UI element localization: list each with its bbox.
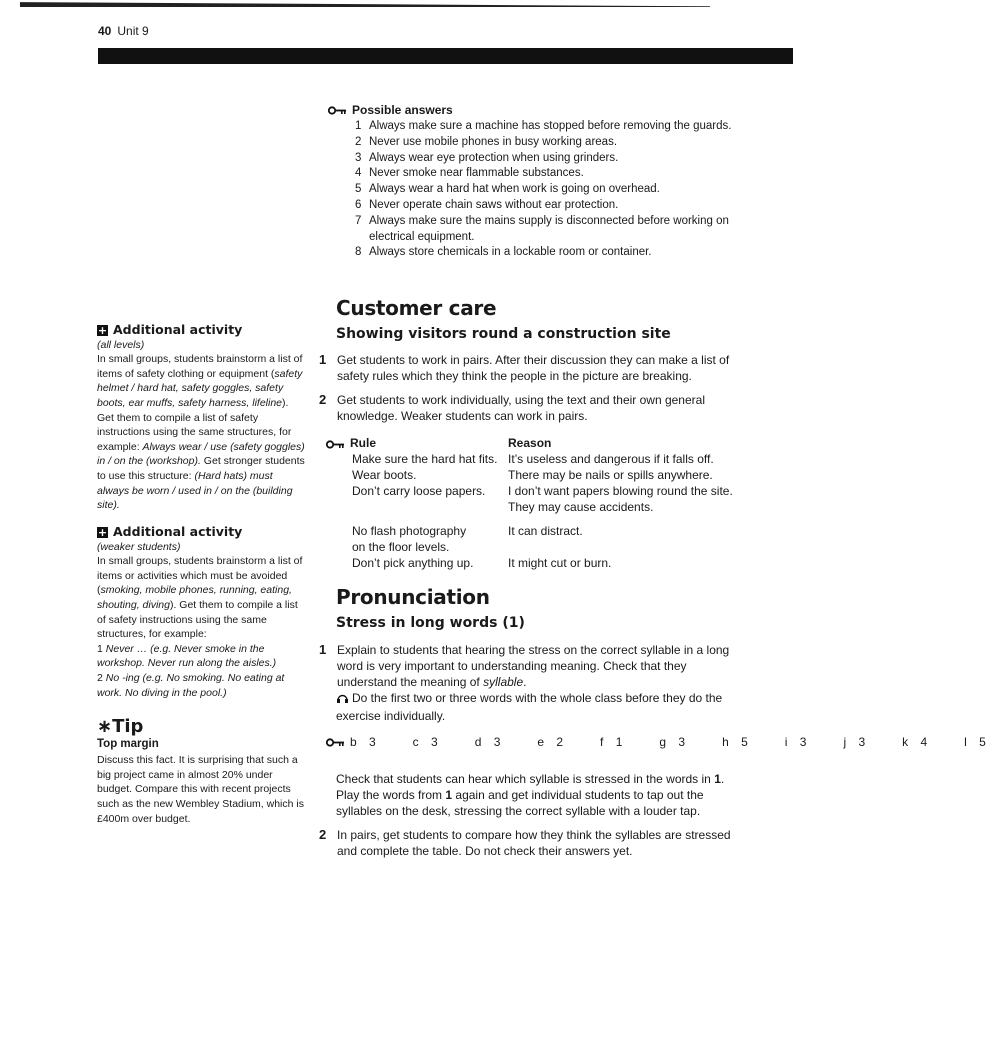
pronunciation-section [336, 585, 746, 631]
unit-label: Unit 9 [117, 24, 149, 38]
pronunciation-title: Pronunciation [336, 585, 490, 609]
plus-icon: + [97, 323, 108, 337]
tip-text: Discuss this fact. It is surprising that such a big project came in almost 20% under budget. Compare this with recent projects such as the new Wembley Stadium, which is £400m over budget. [97, 754, 304, 825]
audio-icon [336, 692, 349, 708]
check-instruction: Check that students can hear which syllable is stressed in the words in 1. Play the words from 1 again and get individual students to tap out the syllables on the desk, stressing the correct syllable with a louder tap. [336, 772, 725, 818]
possible-answers-section [328, 103, 748, 261]
tip-title: ∗Tip [97, 716, 144, 737]
header-bar [98, 48, 793, 64]
top-rule [20, 0, 710, 7]
sidebar-activity-2 [97, 525, 305, 700]
table-row: Wear boots. There may be nails or spills anywhere. [352, 468, 713, 482]
key-icon [326, 440, 344, 448]
answer-key: b 3 c 3 d 3 e 2 f 1 g 3 h 5 i 3 j 3 k 4 l 5 [350, 735, 986, 749]
activity-level: (all levels) [97, 338, 145, 351]
activity-text: In small groups, students brainstorm a list of items or activities which must be avoided (smoking, mobile phones, running, eating, shouting, diving). Get them to compile a list of safety instructions using the same structures, for example: [97, 555, 303, 641]
plus-icon: + [97, 525, 108, 539]
table-row: Don’t carry loose papers. I don’t want papers blowing round the site. They may cause accidents. [352, 484, 733, 514]
sidebar-tip [97, 716, 305, 826]
activity-title: Additional activity [113, 524, 243, 539]
key-icon [326, 738, 344, 746]
pronunciation-step-1: 1 Explain to students that hearing the stress on the correct syllable in a long word is very important to understanding meaning. Check that they understand the meaning of syllable. [319, 642, 730, 689]
page-header [98, 24, 149, 38]
list-item: 8 Always store chemicals in a lockable room or container. [355, 246, 652, 259]
list-item: 3 Always wear eye protection when using grinders. [355, 151, 619, 164]
customer-care-subtitle: Showing visitors round a construction site [336, 326, 671, 342]
list-item: 6 Never operate chain saws without ear protection. [355, 198, 619, 211]
activity-text: In small groups, students brainstorm a list of items of safety clothing or equipment (safety helmet / hard hat, safety goggles, safety boots, ear muffs, safety harness, lifeline). Get them to compile a list of safety instructions using the same structures, for example: Always wear / use (safety goggles) in / on the (workshop). Get stronger students to use this structure: (Hard hats) must always be worn / used in / on the (building site). [97, 353, 305, 512]
rule-reason-table [326, 435, 746, 571]
customer-care-step-1: 1 Get students to work in pairs. After their discussion they can make a list of safety rules which they think the people in the picture are breaking. [319, 352, 730, 383]
customer-care-step-2: 2 Get students to work individually, using the text and their own general knowledge. Weaker students can work in pairs. [319, 392, 705, 423]
list-item: 1 Always make sure a machine has stopped before removing the guards. [355, 120, 732, 132]
sidebar-activity-1 [97, 323, 305, 513]
list-item: 2 Never use mobile phones in busy working areas. [355, 135, 618, 148]
example-2: 2 No -ing (e.g. No smoking. No eating at work. No diving in the pool.) [97, 671, 285, 699]
rule-header: Rule [350, 436, 377, 450]
page-number: 40 [98, 24, 112, 38]
audio-instruction: Do the first two or three words with the whole class before they do the exercise individually. [336, 691, 723, 723]
list-item: 5 Always wear a hard hat when work is going on overhead. [355, 183, 660, 196]
activity-title: Additional activity [113, 322, 243, 337]
pronunciation-subtitle: Stress in long words (1) [336, 615, 525, 631]
list-item: 4 Never smoke near flammable substances. [355, 167, 584, 180]
possible-answers-list [355, 119, 748, 261]
possible-answers-title: Possible answers [352, 103, 453, 117]
table-row: No flash photography on the floor levels. It can distract. [352, 524, 583, 554]
pronunciation-step-2: 2 In pairs, get students to compare how they think the syllables are stressed and complete the table. Do not check their answers yet. [319, 827, 731, 858]
key-icon [328, 106, 346, 114]
answers-row [326, 735, 986, 749]
activity-level: (weaker students) [97, 540, 181, 553]
reason-header: Reason [508, 436, 552, 450]
example-1: 1 Never … (e.g. Never smoke in the workshop. Never run along the aisles.) [97, 642, 277, 670]
tip-subtitle: Top margin [97, 737, 159, 750]
customer-care-section [336, 296, 746, 342]
table-row: Don’t pick anything up. It might cut or burn. [352, 556, 612, 570]
list-item: 7 Always make sure the mains supply is disconnected before working on electrical equipment. [355, 214, 729, 243]
table-row: Make sure the hard hat fits. It’s useless and dangerous if it falls off. [352, 452, 714, 466]
customer-care-title: Customer care [336, 296, 497, 320]
